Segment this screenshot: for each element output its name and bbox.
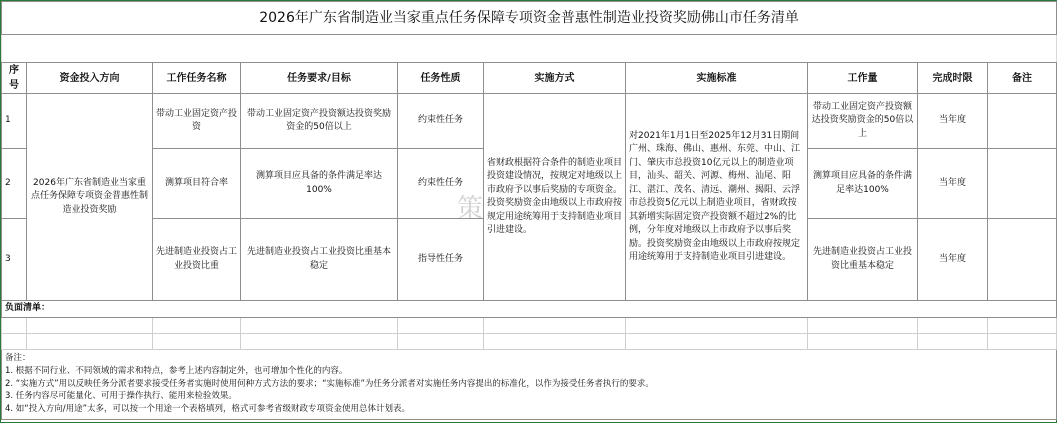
method-cell: 省财政根据符合条件的制造业项目投资建设情况，按规定对地级以上市政府予以事后奖励的专项资金。投资奖励资金由地级以上市政府按规定用途统筹用于支持制造业项目引进建设。 xyxy=(484,94,626,301)
task-name-cell: 测算项目符合率 xyxy=(153,149,241,219)
table-row xyxy=(2,94,1057,149)
blank-row xyxy=(2,35,1057,63)
row-no: 3 xyxy=(2,219,27,301)
header-remarks: 备注 xyxy=(988,63,1057,94)
header-workload: 工作量 xyxy=(808,63,918,94)
standard-cell: 对2021年1月1日至2025年12月31日期间广州、珠海、佛山、惠州、东莞、中山、江门、肇庆市总投资10亿元以上的制造业项目，汕头、韶关、河源、梅州、汕尾、阳江、湛江、茂名、清远、潮州、揭阳、云浮市总投资5亿元以上制造业项目，省财政按其新增实际固定资产投资额不超过2%的比例，分年度对地级以上市政府予以事后奖励。投资奖励资金由地级以上市政府按规定用途统筹用于支持制造业项目引进建设。 xyxy=(626,94,808,301)
empty-row xyxy=(2,318,1057,334)
row-no: 1 xyxy=(2,94,27,149)
watermark: 策 xyxy=(457,194,488,224)
header-method: 实施方式 xyxy=(484,63,626,94)
note-line: 4. 如“投入方向/用途”太多，可以按一个用途一个表格填列，格式可参考省级财政专项资金使用总体计划表。 xyxy=(5,404,410,414)
workload-cell: 测算项目应具备的条件满足率达100% xyxy=(808,149,918,219)
task-name-cell: 先进制造业投资占工业投资比重 xyxy=(153,219,241,301)
remarks-cell xyxy=(988,149,1057,219)
remarks-cell xyxy=(988,219,1057,301)
notes-block xyxy=(2,350,1057,420)
header-no: 序号 xyxy=(2,63,27,94)
header-deadline: 完成时限 xyxy=(918,63,988,94)
requirement-cell: 带动工业固定资产投资额达投资奖励资金的50倍以上 xyxy=(241,94,398,149)
header-task-name: 工作任务名称 xyxy=(153,63,241,94)
header-requirement: 任务要求/目标 xyxy=(241,63,398,94)
nature-cell: 指导性任务 xyxy=(398,219,484,301)
empty-row xyxy=(2,334,1057,350)
deadline-cell: 当年度 xyxy=(918,219,988,301)
requirement-cell: 先进制造业投资占工业投资比重基本稳定 xyxy=(241,219,398,301)
header-nature: 任务性质 xyxy=(398,63,484,94)
notes-heading: 备注： xyxy=(5,353,31,363)
note-line: 1. 根据不同行业、不同领域的需求和特点，参考上述内容制定外，也可增加个性化的内容。 xyxy=(5,365,348,376)
task-name-cell: 带动工业固定资产投资 xyxy=(153,94,241,149)
note-line: 2. “实施方式”用以反映任务分派者要求接受任务者实施时使用何种方式方法的要求；“实施标准”为任务分派者对实施任务内容提出的标准化，以作为接受任务者执行的要求。 xyxy=(5,378,654,389)
header-direction: 资金投入方向 xyxy=(27,63,153,94)
workload-cell: 先进制造业投资占工业投资比重基本稳定 xyxy=(808,219,918,301)
remarks-cell xyxy=(988,94,1057,149)
deadline-cell: 当年度 xyxy=(918,149,988,219)
task-list-table xyxy=(1,1,1057,420)
requirement-cell: 测算项目应具备的条件满足率达100% xyxy=(241,149,398,219)
sheet-title: 2026年广东省制造业当家重点任务保障专项资金普惠性制造业投资奖励佛山市任务清单 xyxy=(2,2,1057,35)
deadline-cell: 当年度 xyxy=(918,94,988,149)
direction-cell: 2026年广东省制造业当家重点任务保障专项资金普惠性制造业投资奖励 xyxy=(27,94,153,301)
workload-cell: 带动工业固定资产投资额达投资奖励资金的50倍以上 xyxy=(808,94,918,149)
note-line: 3. 任务内容尽可能量化、可用于操作执行、能用来检验效果。 xyxy=(5,391,237,402)
negative-list-label: 负面清单： xyxy=(2,301,1057,318)
header-standard: 实施标准 xyxy=(626,63,808,94)
nature-cell: 约束性任务 xyxy=(398,94,484,149)
nature-cell: 约束性任务 xyxy=(398,149,484,219)
header-row xyxy=(2,63,1057,94)
row-no: 2 xyxy=(2,149,27,219)
